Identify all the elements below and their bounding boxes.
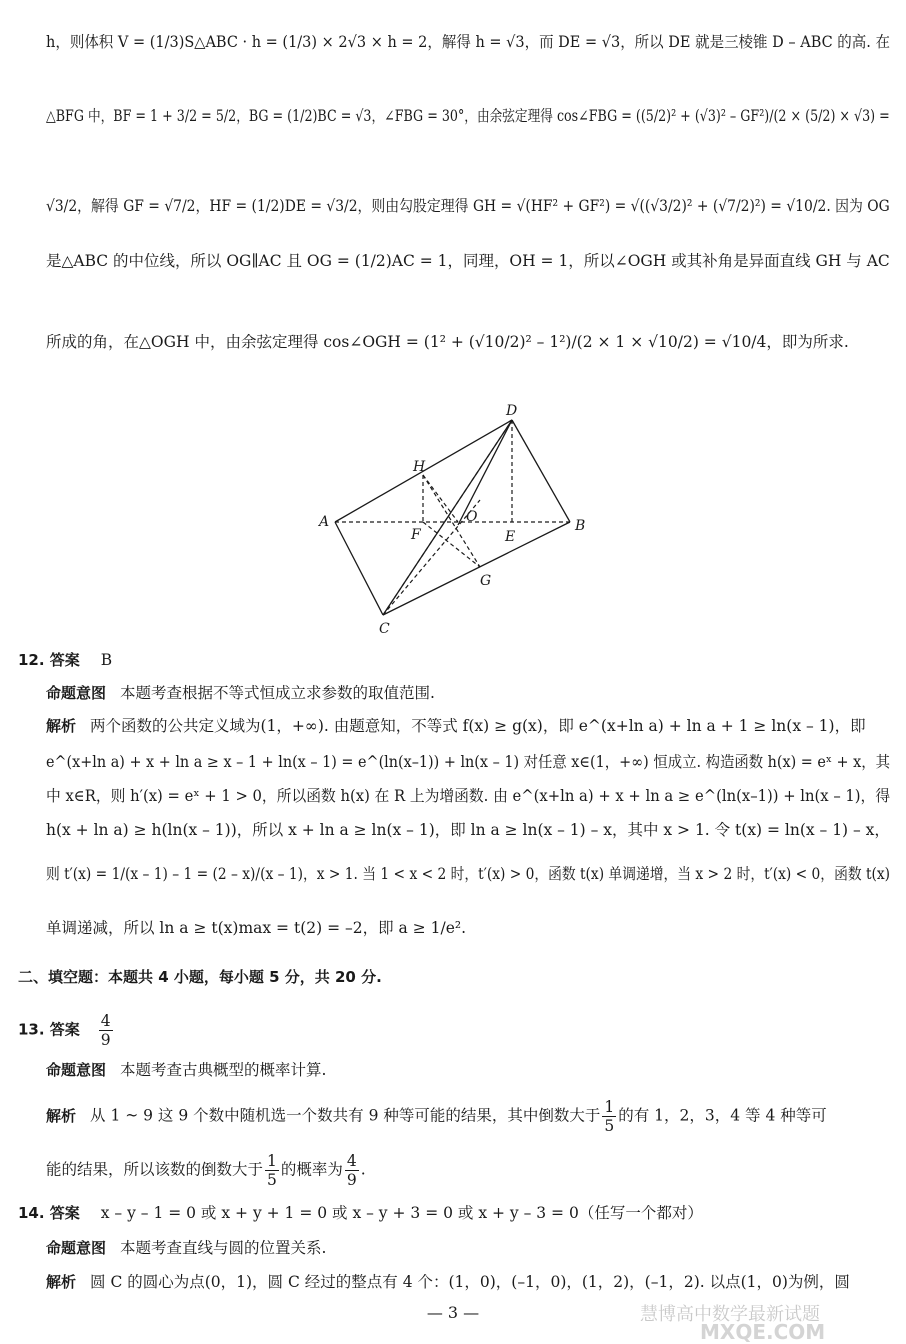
- q13-a2c: .: [360, 1160, 366, 1179]
- dashed-FG: [423, 522, 480, 567]
- p11-line-2: △BFG 中，BF = 1 + 3/2 = 5/2，BG = (1/2)BC = √3，∠FBG = 30°，由余弦定理得 cos∠FBG = ((5/2)² + (√3)² – GF²)/(2 × (5/2) × √3) =: [46, 107, 890, 125]
- q13-intent-label: 命题意图: [46, 1061, 107, 1079]
- q13-frac-2-den: 5: [267, 1171, 277, 1189]
- pyramid-figure: [315, 395, 605, 640]
- p11-line-4: 是△ABC 的中位线，所以 OG∥AC 且 OG = (1/2)AC = 1，同理，OH = 1，所以∠OGH 或其补角是异面直线 GH 与 AC: [46, 252, 890, 270]
- q13-a1a: 从 1 ~ 9 这 9 个数中随机选一个数共有 9 种等可能的结果，其中倒数大于: [90, 1106, 601, 1125]
- q12-answer: B: [100, 651, 113, 669]
- q12-analysis-line-3: 中 x∈R，则 h′(x) = eˣ + 1 > 0，所以函数 h(x) 在 R 上为增函数. 由 e^(x+ln a) + x + ln a ≥ e^(ln(x–1)) + ln(x – 1)，得: [46, 787, 891, 805]
- label-E: E: [505, 529, 516, 545]
- q13-intent-line: [46, 1060, 326, 1080]
- page-number: — 3 —: [426, 1303, 480, 1322]
- q14-intent-line: [46, 1238, 326, 1258]
- q13-ans-num: 4: [100, 1012, 111, 1030]
- edge-AC: [335, 522, 383, 615]
- q13-frac-2: [265, 1152, 279, 1189]
- label-H: H: [413, 459, 426, 475]
- q12-analysis-line-1: [46, 716, 866, 736]
- watermark-site: MXQE.COM: [700, 1320, 826, 1344]
- q14-intent-label: 命题意图: [46, 1239, 107, 1257]
- q13-frac-3-den: 9: [346, 1171, 357, 1189]
- q12-a1: 两个函数的公共定义域为(1，+∞). 由题意知，不等式 f(x) ≥ g(x)，即 e^(x+ln a) + ln a + 1 ≥ ln(x – 1)，即: [90, 717, 866, 735]
- q12-header: [18, 650, 112, 670]
- q13-frac-1-num: 1: [604, 1098, 615, 1116]
- q13-intent: 本题考查古典概型的概率计算.: [120, 1061, 327, 1079]
- q13-frac-3: [345, 1152, 359, 1189]
- edge-DB: [512, 420, 570, 522]
- label-G: G: [480, 573, 492, 589]
- label-D: D: [506, 403, 518, 419]
- p11-line-1: h，则体积 V = (1/3)S△ABC · h = (1/3) × 2√3 × h = 2，解得 h = √3，而 DE = √3，所以 DE 就是三棱锥 D – ABC 的高. 在: [46, 33, 891, 51]
- q13-a1b: 的有 1，2，3，4 等 4 种等可: [618, 1106, 827, 1125]
- label-C: C: [379, 621, 390, 637]
- q14-answer: x – y – 1 = 0 或 x + y + 1 = 0 或 x – y + 3 = 0 或 x + y – 3 = 0（任写一个都对）: [100, 1204, 703, 1222]
- label-O: O: [466, 509, 478, 525]
- q12-analysis-label: 解析: [46, 717, 77, 735]
- section-2-title: 二、填空题：本题共 4 小题，每小题 5 分，共 20 分.: [18, 968, 382, 986]
- q13-frac-1: [602, 1098, 616, 1135]
- q12-analysis-line-6: 单调递减，所以 ln a ≥ t(x)max = t(2) = –2，即 a ≥ 1/e².: [46, 919, 467, 937]
- q12-analysis-line-2: e^(x+ln a) + x + ln a ≥ x – 1 + ln(x – 1) = e^(ln(x–1)) + ln(x – 1) 对任意 x∈(1，+∞) 恒成立. 构造函数 h(x) = eˣ + x，其: [46, 753, 890, 771]
- watermark-text: 慧博高中数学最新试题: [640, 1304, 820, 1325]
- q13-head: 13. 答案: [18, 1020, 80, 1039]
- q14-analysis-label: 解析: [46, 1273, 77, 1291]
- q13-header: [18, 1012, 115, 1049]
- q14-intent: 本题考查直线与圆的位置关系.: [120, 1239, 327, 1257]
- q12-intent-line: [46, 683, 435, 703]
- q13-analysis-line-2: [46, 1152, 366, 1189]
- q14-head: 14. 答案: [18, 1204, 80, 1222]
- q14-header: [18, 1203, 703, 1223]
- q13-frac-1-den: 5: [604, 1117, 615, 1135]
- q12-intent: 本题考查根据不等式恒成立求参数的取值范围.: [120, 684, 435, 702]
- q13-analysis-line-1: [46, 1098, 827, 1135]
- p11-line-3: √3/2，解得 GF = √7/2，HF = (1/2)DE = √3/2，则由勾股定理得 GH = √(HF² + GF²) = √((√3/2)² + (√7/2)²) = √10/2. 因为 OG: [46, 197, 890, 215]
- q13-analysis-label: 解析: [46, 1106, 77, 1125]
- q14-analysis-line-1: [46, 1272, 850, 1292]
- q13-a2b: 的概率为: [280, 1160, 343, 1179]
- dashed-HO: [423, 475, 458, 522]
- label-A: A: [319, 514, 330, 530]
- q12-analysis-line-4: h(x + ln a) ≥ h(ln(x – 1))，所以 x + ln a ≥ ln(x – 1)，即 ln a ≥ ln(x – 1) – x，其中 x > 1. 令 t(x) = ln(x – 1) – x，: [46, 821, 890, 839]
- q13-a2a: 能的结果，所以该数的倒数大于: [46, 1160, 264, 1179]
- q12-analysis-line-5: 则 t′(x) = 1/(x – 1) – 1 = (2 – x)/(x – 1)，x > 1. 当 1 < x < 2 时，t′(x) > 0，函数 t(x) 单调递增，当 x > 2 时，t′(x) < 0，函数 t(x): [46, 865, 891, 883]
- q12-head: 12. 答案: [18, 651, 80, 669]
- q12-intent-label: 命题意图: [46, 684, 107, 702]
- q13-frac-3-num: 4: [346, 1152, 357, 1170]
- label-B: B: [575, 518, 586, 534]
- q13-frac-2-num: 1: [267, 1152, 277, 1170]
- q14-a1: 圆 C 的圆心为点(0，1)，圆 C 经过的整点有 4 个：(1，0)，(–1，0)，(1，2)，(–1，2). 以点(1，0)为例，圆: [90, 1273, 850, 1291]
- q13-answer-fraction: [99, 1012, 113, 1049]
- p11-line-5: 所成的角，在△OGH 中，由余弦定理得 cos∠OGH = (1² + (√10/2)² – 1²)/(2 × 1 × √10/2) = √10/4，即为所求.: [46, 333, 849, 351]
- label-F: F: [411, 527, 421, 543]
- q13-ans-den: 9: [100, 1031, 111, 1049]
